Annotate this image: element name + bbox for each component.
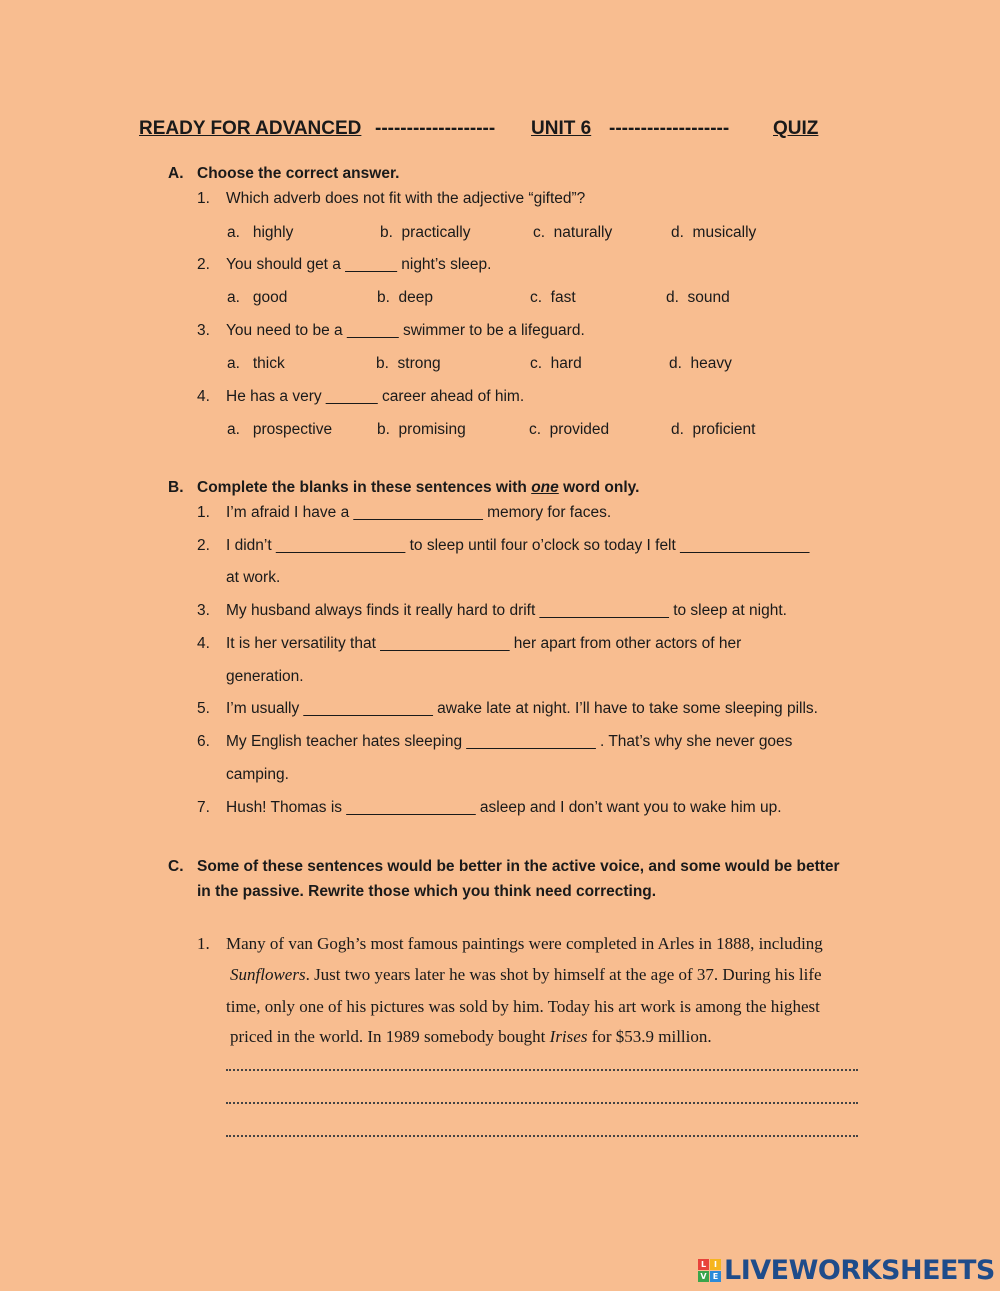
option[interactable]: c. fast xyxy=(530,289,576,306)
answer-line[interactable] xyxy=(226,1133,858,1137)
option[interactable]: c. provided xyxy=(529,421,610,438)
answer-line[interactable] xyxy=(226,1100,858,1104)
option[interactable]: a. prospective xyxy=(227,421,333,438)
answer-line[interactable] xyxy=(226,1067,858,1071)
option[interactable]: b. strong xyxy=(376,355,441,372)
logo-text: LIVEWORKSHEETS xyxy=(724,1254,995,1286)
option[interactable]: d. sound xyxy=(666,289,730,306)
option[interactable]: d. musically xyxy=(671,224,757,241)
title-separator: ------------------- xyxy=(375,118,496,139)
option[interactable]: b. deep xyxy=(377,289,434,306)
option[interactable]: a. highly xyxy=(227,224,294,241)
title-quiz: QUIZ xyxy=(773,118,819,139)
option[interactable]: a. thick xyxy=(227,355,285,372)
option[interactable]: d. heavy xyxy=(669,355,732,372)
option[interactable]: c. naturally xyxy=(533,224,613,241)
title-unit: UNIT 6 xyxy=(531,118,592,139)
option[interactable]: a. good xyxy=(227,289,288,306)
logo-mark-icon: L I V E xyxy=(698,1259,721,1282)
option[interactable]: c. hard xyxy=(530,355,582,372)
option[interactable]: b. practically xyxy=(380,224,471,241)
title-book: READY FOR ADVANCED xyxy=(139,118,362,139)
option[interactable]: b. promising xyxy=(377,421,466,438)
option[interactable]: d. proficient xyxy=(671,421,756,438)
title-separator: ------------------- xyxy=(609,118,730,139)
liveworksheets-logo xyxy=(698,1254,995,1286)
